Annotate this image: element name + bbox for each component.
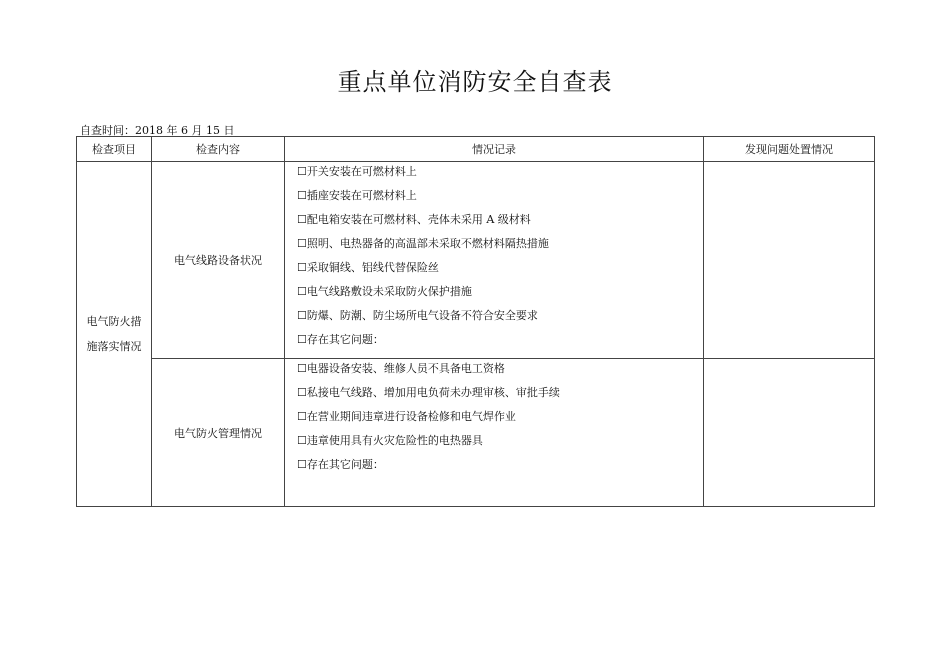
record-cell-management: [285, 359, 704, 507]
header-inspection-content: 检查内容: [152, 137, 285, 162]
table-row: [77, 359, 875, 507]
content-cell-wiring: 电气线路设备状况: [152, 162, 285, 359]
checklist-item[interactable]: ☐采取铜线、铝线代替保险丝: [297, 261, 439, 274]
category-label-line2: 施落实情况: [86, 340, 142, 353]
inspection-date: 自查时间：2018 年 6 月 15 日: [80, 124, 235, 137]
checklist-management: [297, 359, 703, 479]
checklist-item[interactable]: ☐违章使用具有火灾危险性的电热器具: [297, 434, 483, 447]
checklist-wiring: [297, 162, 703, 354]
document-title: 重点单位消防安全自查表: [337, 68, 613, 96]
table-row: [77, 162, 875, 359]
handling-cell-management[interactable]: [704, 359, 875, 507]
checklist-item[interactable]: ☐插座安装在可燃材料上: [297, 189, 417, 202]
checklist-item[interactable]: ☐开关安装在可燃材料上: [297, 165, 417, 178]
checklist-item[interactable]: ☐在营业期间违章进行设备检修和电气焊作业: [297, 410, 516, 423]
header-inspection-item: 检查项目: [77, 137, 152, 162]
checklist-item[interactable]: ☐存在其它问题：: [297, 333, 384, 346]
checklist-item[interactable]: ☐防爆、防潮、防尘场所电气设备不符合安全要求: [297, 309, 538, 322]
handling-cell-wiring[interactable]: [704, 162, 875, 359]
inspection-table: [76, 136, 875, 507]
checklist-item[interactable]: ☐电气线路敷设未采取防火保护措施: [297, 285, 472, 298]
checklist-item[interactable]: ☐存在其它问题：: [297, 458, 384, 471]
checklist-item[interactable]: ☐照明、电热器备的高温部未采取不燃材料隔热措施: [297, 237, 549, 250]
checklist-item[interactable]: ☐配电箱安装在可燃材料、壳体未采用 A 级材料: [297, 213, 531, 226]
content-cell-management: 电气防火管理情况: [152, 359, 285, 507]
checklist-item[interactable]: ☐电器设备安装、维修人员不具备电工资格: [297, 362, 505, 375]
table-header-row: [77, 137, 875, 162]
header-problem-handling: 发现问题处置情况: [704, 137, 875, 162]
category-cell: [77, 162, 152, 507]
category-label-line1: 电气防火措: [86, 315, 142, 328]
record-cell-wiring: [285, 162, 704, 359]
checklist-item[interactable]: ☐私接电气线路、增加用电负荷未办理审核、审批手续: [297, 386, 560, 399]
header-situation-record: 情况记录: [285, 137, 704, 162]
